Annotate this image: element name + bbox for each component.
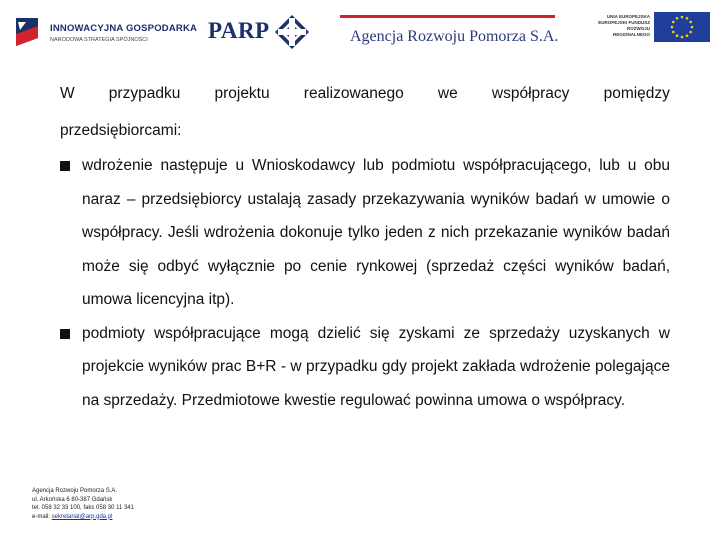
square-bullet-icon <box>60 329 70 339</box>
footer-email-line <box>32 513 134 522</box>
parp-logo <box>208 14 312 52</box>
footer-line: tel. 058 32 33 100, faks 058 30 11 341 <box>32 505 134 511</box>
bullet-item <box>60 317 670 418</box>
square-bullet-icon <box>60 161 70 171</box>
eu-text <box>590 14 650 38</box>
eu-text-line: UNIA EUROPEJSKA <box>606 14 650 19</box>
footer-email-link[interactable]: sekretariat@arp.gda.pl <box>51 513 113 520</box>
bullet-item <box>60 149 670 317</box>
intro-second-line: przedsiębiorcami: <box>60 122 182 139</box>
innowacyjna-gospodarka-logo <box>12 12 202 54</box>
bullet-text: podmioty współpracujące mogą dzielić się zyskami ze sprzedaży uzyskanych w projekcie wyników prac B+R - w przypadku gdy projekt zakłada wdrożenie polegające na sprzedaży. Przedmiotowe kwestie regulować powinna umowa o współpracy. <box>82 324 670 409</box>
arp-name: Agencja Rozwoju Pomorza S.A. <box>350 28 559 45</box>
bullet-list <box>60 149 670 417</box>
intro-word: pomiędzy <box>603 85 670 102</box>
intro-line <box>60 75 670 112</box>
header <box>0 0 720 62</box>
eu-text-line: ROZWOJU REGIONALNEGO <box>612 26 650 37</box>
parp-text: PARP <box>208 18 270 43</box>
footer-address <box>32 487 134 521</box>
arp-wave-icon <box>340 14 555 20</box>
flag-icon <box>12 14 42 50</box>
intro-word: W <box>60 85 75 102</box>
ig-subtitle: NARODOWA STRATEGIA SPÓJNOŚCI <box>50 37 148 43</box>
footer-line: Agencja Rozwoju Pomorza S.A. <box>32 488 118 494</box>
eu-text-line: EUROPEJSKI FUNDUSZ <box>598 20 650 25</box>
footer-email-label: e-mail: <box>32 513 52 520</box>
intro-word: projektu <box>214 85 270 102</box>
eu-flag-icon <box>654 12 710 42</box>
intro-word: realizowanego <box>303 85 404 102</box>
intro-word: współpracy <box>491 85 570 102</box>
slide-content <box>60 75 670 417</box>
intro-word: we <box>437 85 458 102</box>
eu-logo <box>590 12 710 42</box>
arp-logo <box>340 14 560 54</box>
intro-word: przypadku <box>108 85 181 102</box>
footer-line: ul. Arkońska 6 80-387 Gdańsk <box>32 496 113 503</box>
bullet-text: wdrożenie następuje u Wnioskodawcy lub podmiotu współpracującego, lub u obu naraz – przedsiębiorcy ustalają zasady przekazywania wyników badań w umowie o współpracy. Jeśli wdrożenia dokonuje tylko jeden z nich przekazanie wyników badań może się odbyć wyłącznie po cenie rynkowej (sprzedaż części wyników badań, umowa licencyjna itp). <box>82 157 670 308</box>
parp-arrows-icon <box>274 14 310 50</box>
ig-title: INNOWACYJNA GOSPODARKA <box>50 23 198 34</box>
